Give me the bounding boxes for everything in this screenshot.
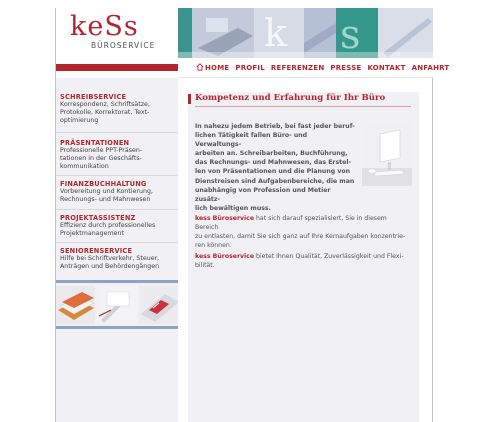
sidebar-item-title: PRÄSENTATIONEN	[60, 139, 130, 147]
sidebar-image-keyboard	[139, 286, 178, 324]
page-frame	[55, 8, 450, 422]
logo-accent-bar	[56, 64, 178, 71]
sidebar-item-desc: Professionelle PPT-Präsen-	[60, 147, 143, 154]
sidebar-item-title: SCHREIBSERVICE	[60, 93, 127, 101]
paragraph-text: hat sich darauf spezialisiert, Sie in diesem Bereich	[195, 215, 387, 232]
sidebar-item-desc: kommunikation	[60, 163, 109, 170]
nav-anfahrt[interactable]: ANFAHRT	[411, 63, 450, 72]
sidebar-item-schreibservice[interactable]	[60, 93, 176, 125]
paragraph-quality	[195, 252, 411, 270]
logo-tagline: BÜROSERVICE	[91, 41, 156, 50]
paragraph-line: ren können.	[195, 242, 232, 250]
paragraph-line: bilität.	[195, 262, 215, 270]
office-desk-image	[362, 122, 412, 186]
intro-line: unabhängig von Profession und Metier zusätz-	[195, 186, 331, 203]
home-icon	[196, 63, 204, 71]
paragraph-line	[195, 252, 411, 261]
sidebar-item-desc: Rechnungs- und Mahnwesen	[60, 196, 151, 203]
sidebar-item-desc: Vorbereitung und Kontierung,	[60, 188, 153, 195]
paragraph-text: bietet Ihnen Qualität, Zuverlässigkeit und Flexi-	[254, 253, 404, 260]
intro-line: arbeiten an. Schreibarbeiten, Buchführung,	[195, 150, 348, 158]
sidebar-item-projektassistenz[interactable]	[60, 214, 176, 238]
brand-name: kess Büroservice	[195, 215, 255, 222]
sidebar-image-folders	[56, 286, 95, 324]
sidebar-item-title: SENIORENSERVICE	[60, 247, 133, 255]
paragraph-specialized	[195, 214, 411, 250]
content-header	[188, 92, 419, 108]
sidebar-item-desc: Hilfe bei Schriftverkehr, Steuer,	[60, 255, 160, 262]
folders-image	[56, 286, 95, 324]
sidebar-divider	[56, 242, 178, 243]
sidebar-item-title: FINANZBUCHHALTUNG	[60, 180, 147, 188]
nav-kontakt[interactable]: KONTAKT	[367, 63, 406, 72]
intro-line: len von Präsentationen und die Planung von	[195, 168, 351, 176]
intro-line: das Rechnungs- und Mahnwesen, das Erstel-	[195, 159, 352, 167]
sidebar-image-top-bar	[56, 280, 178, 283]
sidebar-divider	[56, 209, 178, 210]
svg-text:k: k	[264, 11, 288, 55]
sidebar-item-desc: optimierung	[60, 117, 99, 124]
sidebar-divider	[56, 175, 178, 176]
main-navigation	[178, 58, 450, 78]
main-content	[188, 92, 419, 422]
nav-home-label: HOME	[205, 64, 230, 72]
sidebar-item-desc: tationen in der Geschäfts-	[60, 155, 142, 162]
sidebar-item-finanzbuchhaltung[interactable]	[60, 180, 176, 204]
logo-wordmark: keSs	[70, 11, 139, 42]
keyboard-image	[139, 286, 178, 324]
title-underline	[195, 106, 411, 107]
header-banner-image	[178, 8, 433, 58]
sidebar-divider	[56, 132, 178, 133]
paragraph-line	[195, 214, 411, 232]
sidebar-image-pen	[97, 286, 136, 324]
sidebar-image-bottom-bar	[56, 326, 178, 329]
title-marker	[188, 94, 191, 104]
brand-name: kess Büroservice	[195, 253, 255, 260]
pen-image	[97, 286, 136, 324]
nav-presse[interactable]: PRESSE	[330, 63, 362, 72]
sidebar-item-seniorenservice[interactable]	[60, 247, 176, 271]
sidebar-item-desc: Effizienz durch professionelles	[60, 222, 156, 229]
page-title: Kompetenz und Erfahrung für Ihr Büro	[195, 93, 386, 103]
nav-referenzen[interactable]: REFERENZEN	[270, 63, 325, 72]
sidebar-image-strip	[56, 286, 178, 324]
sidebar	[56, 78, 178, 422]
header-collage	[178, 8, 433, 58]
svg-text:s: s	[340, 12, 361, 58]
sidebar-item-desc: Projektmanagement	[60, 230, 124, 237]
sidebar-item-title: PROJEKTASSISTENZ	[60, 214, 136, 222]
intro-line: In nahezu jedem Betrieb, bei fast jeder beruf-	[195, 123, 355, 130]
intro-line: lich bewältigen muss.	[195, 204, 271, 212]
office-photo	[362, 122, 412, 186]
intro-line: lichen Tätigkeit fallen Büro- und Verwaltungs-	[195, 132, 308, 149]
intro-text	[195, 122, 355, 213]
nav-profil[interactable]: PROFIL	[235, 63, 265, 72]
logo[interactable]	[56, 8, 178, 62]
sidebar-item-desc: Korrespondenz, Schriftsätze,	[60, 101, 150, 108]
sidebar-item-desc: Anträgen und Behördengängen	[60, 263, 160, 270]
intro-line: Dienstreisen sind Aufgabenbereiche, die man	[195, 177, 355, 185]
sidebar-item-desc: Protokolle, Korrektorat, Text-	[60, 109, 150, 116]
sidebar-item-praesentationen[interactable]	[60, 139, 176, 171]
nav-home[interactable]	[196, 63, 229, 72]
paragraph-line: zu entlasten, damit Sie sich ganz auf Ihre Kernaufgaben konzentrie-	[195, 233, 406, 241]
